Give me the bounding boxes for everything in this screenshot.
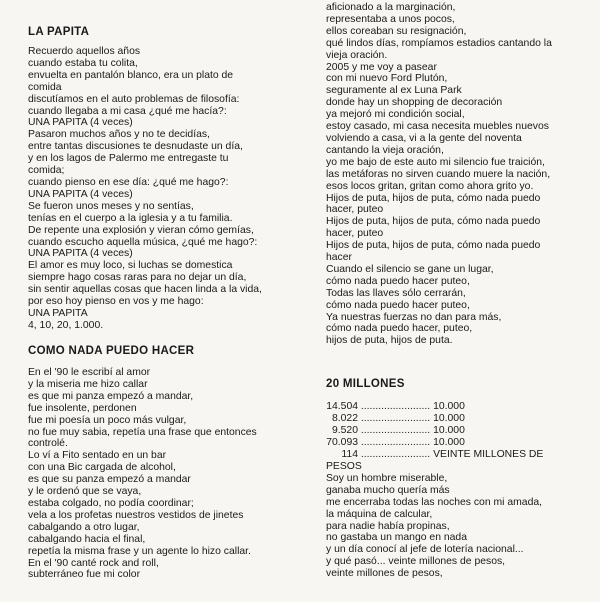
lyric-line: no gastaba un mango en nada — [326, 532, 467, 544]
lyric-line: vela a los profetas nuestros vestidos de jinetes — [28, 509, 244, 521]
lyric-line: Lo ví a Fito sentado en un bar — [28, 450, 167, 462]
lyric-line: UNA PAPITA (4 veces) — [28, 188, 133, 200]
lyric-line: cuando pienso en ese día: ¿qué me hago?: — [28, 176, 229, 188]
lyric-line: por eso hoy pienso en vos y me hago: — [28, 296, 204, 308]
lyric-line: estoy casado, mi casa necesita muebles nuevos — [326, 121, 549, 133]
lyric-line: fue insolente, perdonen — [28, 402, 137, 414]
lyric-line: seguramente al ex Luna Park — [326, 85, 462, 97]
song-title-20-millones: 20 MILLONES — [326, 378, 405, 390]
lyric-line: y le ordenó que se vaya, — [28, 486, 142, 498]
tally-number: 114 — [341, 448, 358, 460]
lyric-line: envuelta en pantalón blanco, era un plato de — [28, 69, 234, 81]
lyric-line: estaba colgado, no podía coordinar; — [28, 497, 194, 509]
tally-row — [326, 449, 543, 461]
lyric-line: siempre hago cosas raras para no dejar un día, — [28, 272, 247, 284]
lyric-line: es que mi panza empezó a mandar, — [28, 390, 194, 402]
lyric-line: cuando estaba tu colita, — [28, 57, 138, 69]
lyric-line: no fue muy sabia, repetía una frase que entonces — [28, 426, 257, 438]
lyric-line: esos locos gritan, gritan como ahora grito yo. — [326, 180, 534, 192]
lyrics-20-millones — [326, 461, 542, 580]
lyric-line: Hijos de puta, hijos de puta, cómo nada puedo — [326, 216, 541, 228]
lyric-line: cómo nada puedo hacer, puteo, — [326, 323, 473, 335]
lyric-line: vieja oración. — [326, 49, 388, 61]
lyric-line: Ya nuestras fuerzas no dan para más, — [326, 311, 502, 323]
lyric-line: Recuerdo aquellos años — [28, 46, 141, 57]
lyric-line: Soy un hombre miserable, — [326, 472, 448, 484]
lyric-line: Hijos de puta, hijos de puta, cómo nada puedo — [326, 240, 541, 252]
lyric-line: Se fueron unos meses y no sentías, — [28, 200, 194, 212]
tally-number: 70.093 — [326, 436, 358, 448]
lyric-line: volviendo a casa, vi a la gente del noventa — [326, 132, 522, 144]
tally-value: VEINTE MILLONES DE — [433, 448, 544, 460]
lyric-line: ellos coreaban su resignación, — [326, 25, 467, 37]
lyric-line: con mi nuevo Ford Plutón, — [326, 73, 448, 85]
lyric-line: cantando la vieja oración, — [326, 144, 444, 156]
lyric-line: subterráneo fue mi color — [28, 569, 141, 581]
tally-row — [326, 425, 543, 437]
lyric-line: De repente una explosión y vieran cómo gemías, — [28, 224, 254, 236]
lyric-line: con una Bic cargada de alcohol, — [28, 462, 176, 474]
lyric-line: UNA PAPITA (4 veces) — [28, 117, 133, 129]
lyrics-como-nada-puedo-hacer — [28, 367, 257, 581]
tally-leader: ........................ — [360, 401, 431, 412]
tally-row — [326, 413, 543, 425]
lyric-line: representaba a unos pocos, — [326, 13, 455, 25]
tally-row — [326, 401, 543, 413]
lyric-line: donde hay un shopping de decoración — [326, 97, 503, 109]
lyric-line: es que su panza empezó a mandar — [28, 474, 191, 486]
tally-value: 10.000 — [433, 401, 465, 412]
lyric-line: 4, 10, 20, 1.000. — [28, 319, 104, 331]
lyric-line: y en los lagos de Palermo me entregaste tu — [28, 153, 229, 165]
lyric-line: cabalgando hacia el final, — [28, 533, 146, 545]
lyric-line: En el '90 canté rock and roll, — [28, 557, 159, 569]
lyric-line: Todas las llaves sólo cerrarán, — [326, 287, 466, 299]
lyric-line: y la miseria me hizo callar — [28, 378, 148, 390]
lyric-line: veinte millones de pesos, — [326, 568, 443, 580]
tally-number: 14.504 — [326, 401, 358, 412]
lyric-line: qué lindos días, rompíamos estadios cantando la — [326, 37, 552, 49]
lyric-line: En el '90 le escribí al amor — [28, 367, 151, 378]
lyric-line: cuando escucho aquella música, ¿qué me hago?: — [28, 236, 258, 248]
tally-value: 10.000 — [433, 436, 465, 448]
lyric-line: cómo nada puedo hacer puteo, — [326, 299, 470, 311]
lyric-line: discutíamos en el auto problemas de filosofía: — [28, 93, 240, 105]
lyric-line: PESOS — [326, 461, 362, 472]
lyric-line: 2005 y me voy a pasear — [326, 61, 437, 73]
lyric-line: Pasaron muchos años y no te decidías, — [28, 129, 210, 141]
lyric-line: hijos de puta, hijos de puta. — [326, 335, 453, 347]
lyric-line: cómo nada puedo hacer puteo, — [326, 275, 470, 287]
lyric-line: tenías en el cuerpo a la iglesia y a tu familia. — [28, 212, 233, 224]
tally-value: 10.000 — [433, 424, 465, 436]
tally-table — [326, 401, 543, 461]
tally-value: 10.000 — [433, 412, 465, 424]
lyric-line: UNA PAPITA — [28, 307, 88, 319]
lyric-line: comida — [28, 81, 62, 93]
lyric-line: para nadie había propinas, — [326, 520, 450, 532]
lyric-line: El amor es muy loco, si luchas se domestica — [28, 260, 233, 272]
lyric-line: Cuando el silencio se gane un lugar, — [326, 263, 494, 275]
tally-leader: ........................ — [360, 424, 431, 436]
tally-leader: ........................ — [360, 436, 431, 448]
lyric-line: sin sentir aquellas cosas que hacen linda a la vida, — [28, 284, 262, 296]
lyric-line: comida; — [28, 165, 65, 177]
lyric-line: cuando llegaba a mi casa ¿qué me hacía?: — [28, 105, 227, 117]
lyric-line: controlé. — [28, 438, 68, 450]
lyrics-como-nada-puedo-hacer-continued — [326, 2, 552, 347]
lyric-line: y qué pasó... veinte millones de pesos, — [326, 556, 506, 568]
song-title-como-nada-puedo-hacer: COMO NADA PUEDO HACER — [28, 345, 195, 357]
lyric-line: me encerraba todas las noches con mi amada, — [326, 496, 543, 508]
lyric-line: repetía la misma frase y un agente lo hizo callar. — [28, 545, 251, 557]
lyric-line: ya mejoró mi condición social, — [326, 109, 465, 121]
lyric-line: hacer, puteo — [326, 228, 384, 240]
tally-leader: ........................ — [360, 412, 431, 424]
lyric-line: Hijos de puta, hijos de puta, cómo nada puedo — [326, 192, 541, 204]
lyric-line: aficionado a la marginación, — [326, 2, 456, 13]
lyric-line: hacer — [326, 252, 352, 264]
tally-number: 9.520 — [331, 424, 358, 436]
lyric-line: UNA PAPITA (4 veces) — [28, 248, 133, 260]
lyric-line: ganaba mucho quería más — [326, 484, 450, 496]
lyric-line: las metáforas no sirven cuando muere la nación, — [326, 168, 551, 180]
tally-number: 8.022 — [331, 412, 358, 424]
lyric-line: entre tantas discusiones te desnudaste un día, — [28, 141, 243, 153]
lyric-line: cabalgando a otro lugar, — [28, 521, 140, 533]
lyrics-la-papita — [28, 46, 262, 332]
lyric-line: fue mi poesía un poco más vulgar, — [28, 414, 187, 426]
lyric-line: yo me bajo de este auto mi silencio fue traición, — [326, 156, 545, 168]
lyric-line: hacer, puteo — [326, 204, 384, 216]
tally-leader: ........................ — [360, 448, 431, 460]
lyric-line: la máquina de calcular, — [326, 508, 433, 520]
lyric-line: y un día conocí al jefe de lotería nacional... — [326, 544, 524, 556]
song-title-la-papita: LA PAPITA — [28, 26, 90, 38]
tally-row — [326, 437, 543, 449]
